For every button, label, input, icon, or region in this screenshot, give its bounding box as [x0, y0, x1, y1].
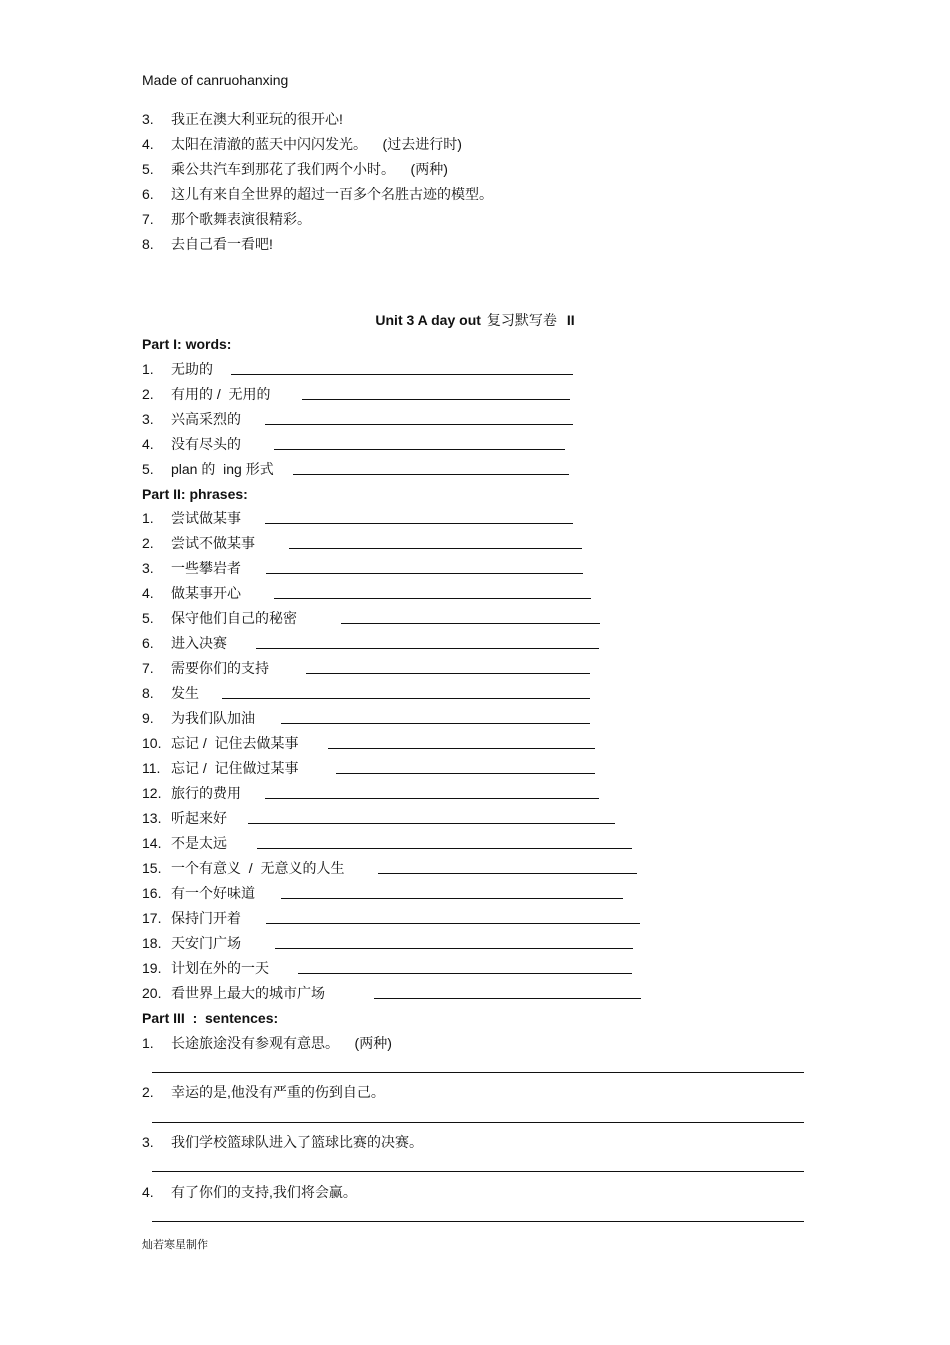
- item-text: 一些攀岩者: [171, 560, 241, 576]
- word-item: [142, 459, 274, 479]
- phrase-item: [142, 858, 344, 878]
- item-text: 乘公共汽车到那花了我们两个小时。 (两种): [171, 161, 448, 177]
- item-number: 3.: [142, 560, 154, 576]
- item-text: 我们学校篮球队进入了篮球比赛的决赛。: [171, 1134, 423, 1150]
- intro-sentence: [142, 234, 273, 254]
- phrase-item: [142, 708, 255, 728]
- title-english: Unit 3 A day out: [375, 312, 481, 328]
- item-number: 16.: [142, 885, 162, 901]
- item-text: 去自己看一看吧!: [171, 236, 273, 252]
- item-text: 不是太远: [171, 835, 227, 851]
- item-text: 为我们队加油: [171, 710, 255, 726]
- item-number: 6.: [142, 635, 154, 651]
- phrase-item: [142, 958, 269, 978]
- phrase-item: [142, 583, 241, 603]
- answer-line[interactable]: [152, 1221, 804, 1222]
- phrase-item: [142, 933, 241, 953]
- intro-sentence: [142, 109, 343, 129]
- answer-blank[interactable]: [265, 424, 573, 425]
- answer-blank[interactable]: [378, 873, 637, 874]
- intro-sentence: [142, 159, 448, 179]
- item-text: 计划在外的一天: [171, 960, 269, 976]
- item-text: 忘记 / 记住做过某事: [171, 760, 299, 776]
- part3-heading: Part III : sentences:: [142, 1010, 279, 1026]
- answer-blank[interactable]: [266, 923, 640, 924]
- answer-blank[interactable]: [328, 748, 595, 749]
- part1-heading: Part I: words:: [142, 336, 232, 352]
- item-text: 尝试做某事: [171, 510, 241, 526]
- item-text: 做某事开心: [171, 585, 241, 601]
- answer-blank[interactable]: [265, 523, 573, 524]
- item-text: 旅行的费用: [171, 785, 241, 801]
- item-number: 14.: [142, 835, 162, 851]
- item-number: 19.: [142, 960, 162, 976]
- item-number: 3.: [142, 111, 154, 127]
- answer-line[interactable]: [152, 1122, 804, 1123]
- item-number: 9.: [142, 710, 154, 726]
- page-header: Made of canruohanxing: [142, 72, 289, 88]
- answer-blank[interactable]: [275, 948, 633, 949]
- item-text: 有用的 / 无用的: [171, 386, 271, 402]
- item-number: 1.: [142, 1035, 154, 1051]
- item-text: 一个有意义 / 无意义的人生: [171, 860, 345, 876]
- item-number: 4.: [142, 436, 154, 452]
- item-text: 幸运的是,他没有严重的伤到自己。: [171, 1084, 385, 1100]
- title-suffix: II: [566, 312, 575, 328]
- answer-blank[interactable]: [257, 848, 632, 849]
- phrase-item: [142, 908, 241, 928]
- answer-blank[interactable]: [248, 823, 615, 824]
- phrase-item: [142, 758, 299, 778]
- sentence-item: [142, 1182, 357, 1202]
- item-number: 5.: [142, 161, 154, 177]
- phrase-item: [142, 983, 325, 1003]
- item-text: 有了你们的支持,我们将会赢。: [171, 1184, 357, 1200]
- intro-sentence: [142, 184, 493, 204]
- item-text: 发生: [171, 685, 199, 701]
- phrase-item: [142, 533, 255, 553]
- phrase-item: [142, 783, 241, 803]
- answer-blank[interactable]: [281, 723, 590, 724]
- item-number: 2.: [142, 535, 154, 551]
- phrase-item: [142, 833, 227, 853]
- intro-sentence: [142, 134, 462, 154]
- phrase-item: [142, 658, 269, 678]
- word-item: [142, 359, 213, 379]
- item-text: 需要你们的支持: [171, 660, 269, 676]
- sentence-item: [142, 1033, 392, 1053]
- answer-blank[interactable]: [293, 474, 569, 475]
- answer-blank[interactable]: [222, 698, 590, 699]
- item-number: 13.: [142, 810, 162, 826]
- item-number: 6.: [142, 186, 154, 202]
- item-number: 11.: [142, 760, 161, 776]
- item-text: 长途旅途没有参观有意思。 (两种): [171, 1035, 392, 1051]
- phrase-item: [142, 683, 199, 703]
- worksheet-title: [0, 310, 950, 330]
- intro-sentence: [142, 209, 311, 229]
- item-number: 17.: [142, 910, 162, 926]
- item-text: 有一个好味道: [171, 885, 255, 901]
- item-text: 我正在澳大利亚玩的很开心!: [171, 111, 343, 127]
- answer-blank[interactable]: [341, 623, 600, 624]
- item-text: 进入决赛: [171, 635, 227, 651]
- answer-blank[interactable]: [306, 673, 590, 674]
- item-number: 2.: [142, 1084, 154, 1100]
- item-number: 3.: [142, 1134, 154, 1150]
- item-text: 忘记 / 记住去做某事: [171, 735, 299, 751]
- item-number: 20.: [142, 985, 162, 1001]
- item-text: 保守他们自己的秘密: [171, 610, 297, 626]
- word-item: [142, 434, 241, 454]
- answer-blank[interactable]: [274, 449, 565, 450]
- item-number: 2.: [142, 386, 154, 402]
- item-text: 那个歌舞表演很精彩。: [171, 211, 311, 227]
- item-text: 尝试不做某事: [171, 535, 255, 551]
- item-number: 4.: [142, 585, 154, 601]
- answer-line[interactable]: [152, 1171, 804, 1172]
- item-text: plan 的 ing 形式: [171, 461, 274, 477]
- word-item: [142, 384, 271, 404]
- part2-heading: Part II: phrases:: [142, 486, 248, 502]
- item-text: 无助的: [171, 361, 213, 377]
- answer-line[interactable]: [152, 1072, 804, 1073]
- item-number: 18.: [142, 935, 162, 951]
- answer-blank[interactable]: [266, 573, 583, 574]
- answer-blank[interactable]: [256, 648, 599, 649]
- item-number: 4.: [142, 136, 154, 152]
- phrase-item: [142, 558, 241, 578]
- title-chinese: 复习默写卷: [486, 312, 557, 328]
- item-number: 8.: [142, 236, 154, 252]
- item-number: 7.: [142, 660, 154, 676]
- answer-blank[interactable]: [302, 399, 570, 400]
- item-number: 1.: [142, 361, 154, 377]
- item-number: 4.: [142, 1184, 154, 1200]
- item-number: 5.: [142, 461, 154, 477]
- answer-blank[interactable]: [289, 548, 582, 549]
- phrase-item: [142, 633, 227, 653]
- answer-blank[interactable]: [336, 773, 595, 774]
- item-text: 看世界上最大的城市广场: [171, 985, 325, 1001]
- phrase-item: [142, 883, 255, 903]
- phrase-item: [142, 733, 299, 753]
- phrase-item: [142, 608, 297, 628]
- item-text: 保持门开着: [171, 910, 241, 926]
- item-number: 5.: [142, 610, 154, 626]
- item-text: 太阳在清澈的蓝天中闪闪发光。 (过去进行时): [171, 136, 462, 152]
- answer-blank[interactable]: [298, 973, 632, 974]
- item-number: 12.: [142, 785, 162, 801]
- page-footer: 灿若寒星制作: [142, 1238, 208, 1251]
- answer-blank[interactable]: [274, 598, 591, 599]
- item-number: 8.: [142, 685, 154, 701]
- phrase-item: [142, 808, 227, 828]
- item-text: 听起来好: [171, 810, 227, 826]
- sentence-item: [142, 1132, 423, 1152]
- item-text: 天安门广场: [171, 935, 241, 951]
- sentence-item: [142, 1082, 385, 1102]
- answer-blank[interactable]: [281, 898, 623, 899]
- item-number: 3.: [142, 411, 154, 427]
- item-number: 1.: [142, 510, 154, 526]
- phrase-item: [142, 508, 241, 528]
- item-number: 7.: [142, 211, 154, 227]
- answer-blank[interactable]: [265, 798, 599, 799]
- item-number: 15.: [142, 860, 162, 876]
- item-text: 兴高采烈的: [171, 411, 241, 427]
- item-number: 10.: [142, 735, 162, 751]
- answer-blank[interactable]: [231, 374, 573, 375]
- word-item: [142, 409, 241, 429]
- answer-blank[interactable]: [374, 998, 641, 999]
- item-text: 这儿有来自全世界的超过一百多个名胜古迹的模型。: [171, 186, 493, 202]
- item-text: 没有尽头的: [171, 436, 241, 452]
